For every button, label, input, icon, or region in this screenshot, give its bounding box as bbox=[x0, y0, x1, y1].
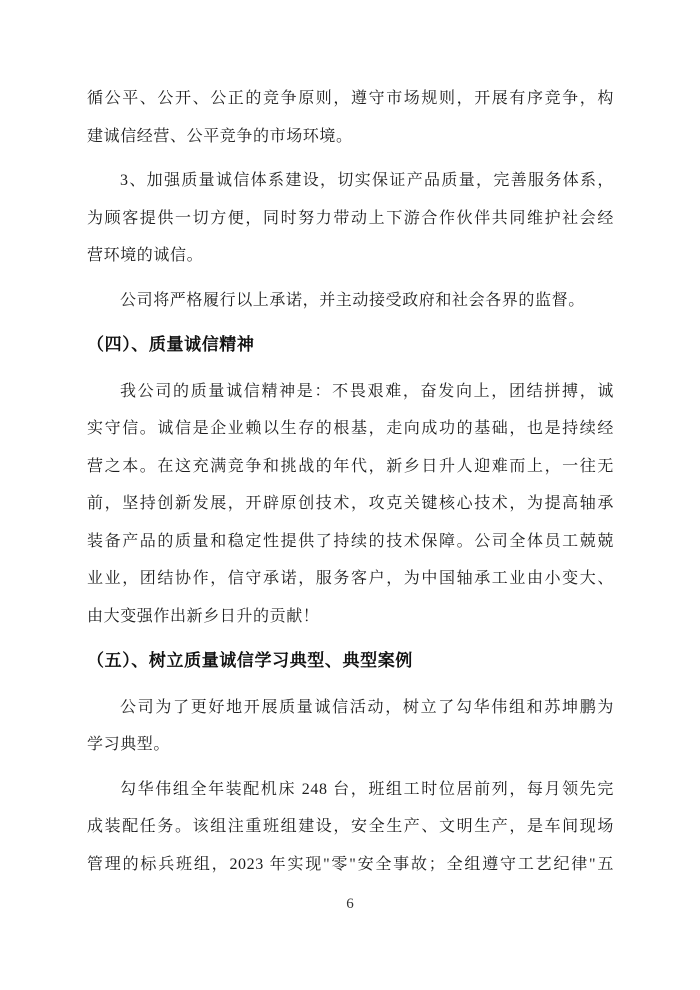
paragraph bbox=[87, 373, 614, 636]
text-line: 营环境的诚信。 bbox=[87, 247, 204, 264]
text-line: 实守信。诚信是企业赖以生存的根基，走向成功的基础，也是持续经 bbox=[87, 420, 614, 437]
paragraph bbox=[87, 162, 614, 275]
text-line: 由大变强作出新乡日升的贡献！ bbox=[87, 607, 320, 625]
section-heading-5: （五）、树立质量诚信学习典型、典型案例 bbox=[87, 651, 413, 670]
text-line: 3、加强质量诚信体系建设，切实保证产品质量，完善服务体系， bbox=[120, 172, 614, 189]
section-heading-4: （四）、质量诚信精神 bbox=[87, 335, 255, 354]
text-line: 营之本。在这充满竞争和挑战的年代，新乡日升人迎难而上，一往无 bbox=[87, 457, 614, 475]
text-line: 前，坚持创新发展，开辟原创技术，攻克关键核心技术，为提高轴承 bbox=[87, 495, 614, 512]
text-line: 为顾客提供一切方便，同时努力带动上下游合作伙伴共同维护社会经 bbox=[87, 209, 614, 227]
paragraph bbox=[87, 80, 614, 155]
text-line: 学习典型。 bbox=[87, 736, 171, 753]
text-line: 循公平、公开、公正的竞争原则，遵守市场规则，开展有序竞争，构 bbox=[87, 90, 614, 107]
text-line: 装备产品的质量和稳定性提供了持续的技术保障。公司全体员工兢兢 bbox=[87, 532, 614, 550]
paragraph bbox=[87, 282, 614, 320]
paragraph bbox=[87, 689, 614, 764]
paragraph bbox=[87, 771, 614, 884]
text-line: 公司为了更好地开展质量诚信活动，树立了勾华伟组和苏坤鹏为 bbox=[120, 698, 614, 716]
page-number: 6 bbox=[346, 896, 354, 912]
text-line: 管理的标兵班组，2023 年实现"零"安全事故；全组遵守工艺纪律"五 bbox=[87, 855, 614, 873]
text-line: 勾华伟组全年装配机床 248 台，班组工时位居前列，每月领先完 bbox=[120, 780, 614, 798]
text-line: 业业，团结协作，信守承诺，服务客户，为中国轴承工业由小变大、 bbox=[87, 570, 614, 587]
text-line: 成装配任务。该组注重班组建设，安全生产、文明生产，是车间现场 bbox=[87, 818, 614, 835]
text-line: 建诚信经营、公平竞争的市场环境。 bbox=[87, 127, 353, 145]
text-line: 公司将严格履行以上承诺，并主动接受政府和社会各界的监督。 bbox=[120, 291, 585, 309]
text-line: 我公司的质量诚信精神是：不畏艰难，奋发向上，团结拼搏，诚 bbox=[120, 382, 614, 400]
